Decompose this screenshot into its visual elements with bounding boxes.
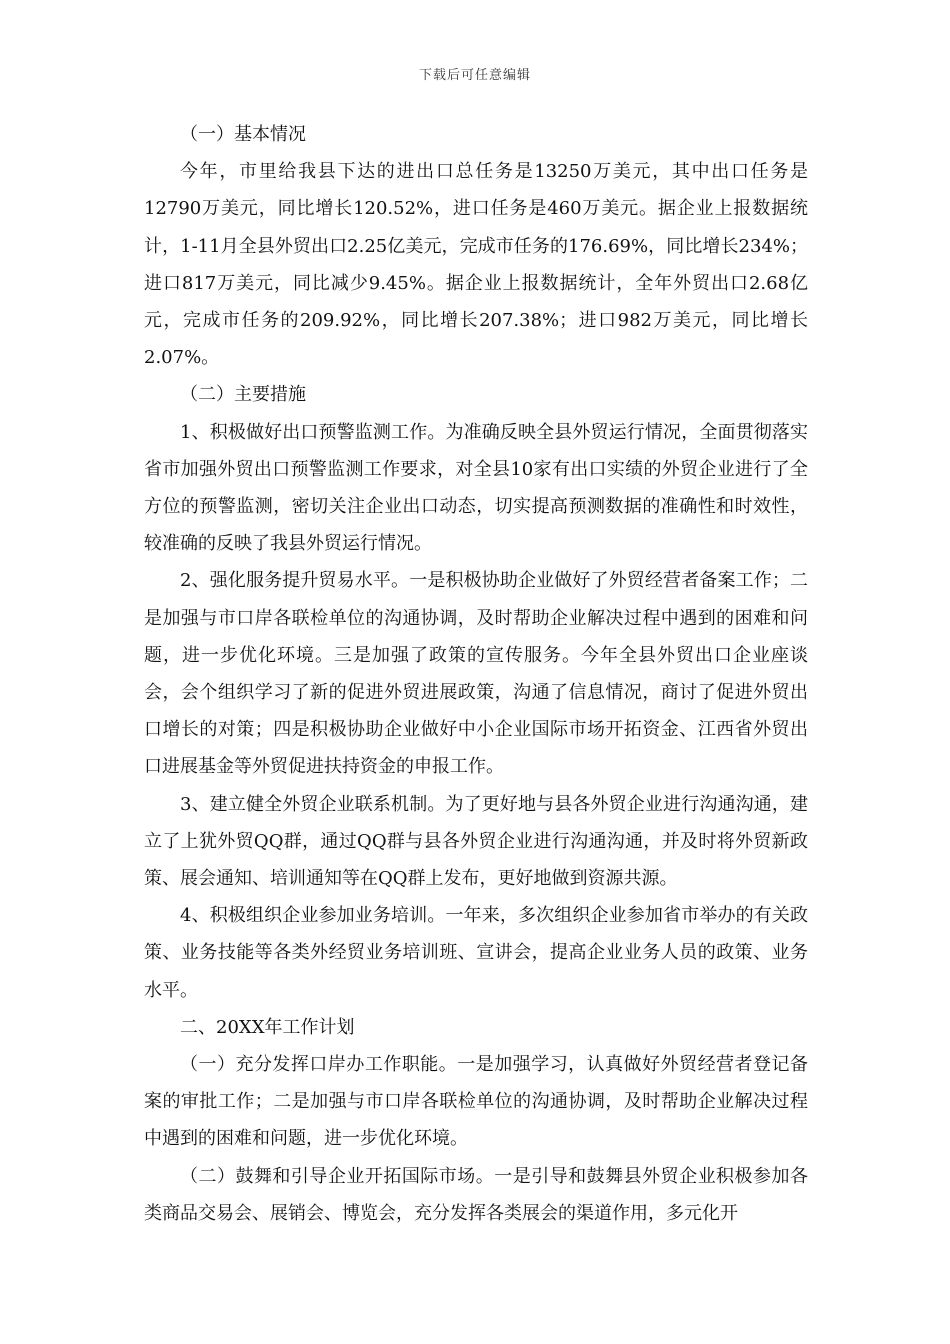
paragraph-measure-3: 3、建立健全外贸企业联系机制。为了更好地与县各外贸企业进行沟通沟通，建立了上犹外贸QQ群，通过QQ群与县各外贸企业进行沟通沟通，并及时将外贸新政策、展会通知、培训通知等在QQ群上发布，更好地做到资源共源。: [144, 793, 808, 890]
section-heading-work-plan: 二、20XX年工作计划: [180, 1016, 355, 1038]
document-body: [144, 116, 808, 1232]
paragraph-measure-1: 1、积极做好出口预警监测工作。为准确反映全县外贸运行情况，全面贯彻落实省市加强外贸出口预警监测工作要求，对全县10家有出口实绩的外贸企业进行了全方位的预警监测，密切关注企业出口动态，切实提高预测数据的准确性和时效性，较准确的反映了我县外贸运行情况。: [144, 421, 808, 555]
paragraph-measure-2: 2、强化服务提升贸易水平。一是积极协助企业做好了外贸经营者备案工作；二是加强与市口岸各联检单位的沟通协调，及时帮助企业解决过程中遇到的困难和问题，进一步优化环境。三是加强了政策的宣传服务。今年全县外贸出口企业座谈会，会个组织学习了新的促进外贸进展政策，沟通了信息情况，商讨了促进外贸出口增长的对策；四是积极协助企业做好中小企业国际市场开拓资金、江西省外贸出口进展基金等外贸促进扶持资金的申报工作。: [144, 570, 808, 778]
paragraph-measure-4: 4、积极组织企业参加业务培训。一年来，多次组织企业参加省市举办的有关政策、业务技能等各类外经贸业务培训班、宣讲会，提高企业业务人员的政策、业务水平。: [144, 905, 808, 1001]
page-header-note: 下载后可任意编辑: [418, 68, 531, 83]
paragraph-basic-situation: 今年，市里给我县下达的进出口总任务是13250万美元，其中出口任务是12790万美元，同比增长120.52%，进口任务是460万美元。据企业上报数据统计，1-11月全县外贸出口2.25亿美元，完成市任务的176.69%，同比增长234%；进口817万美元，同比减少9.45%。据企业上报数据统计，全年外贸出口2.68亿元，完成市任务的209.92%，同比增长207.38%；进口982万美元，同比增长2.07%。: [144, 161, 808, 369]
section-heading-basic-situation: （一）基本情况: [180, 124, 306, 145]
section-heading-main-measures: （二）主要措施: [180, 384, 306, 406]
paragraph-plan-1: （一）充分发挥口岸办工作职能。一是加强学习，认真做好外贸经营者登记备案的审批工作；二是加强与市口岸各联检单位的沟通协调，及时帮助企业解决过程中遇到的困难和问题，进一步优化环境。: [144, 1054, 808, 1150]
paragraph-plan-2: （二）鼓舞和引导企业开拓国际市场。一是引导和鼓舞县外贸企业积极参加各类商品交易会、展销会、博览会，充分发挥各类展会的渠道作用，多元化开: [144, 1165, 808, 1224]
